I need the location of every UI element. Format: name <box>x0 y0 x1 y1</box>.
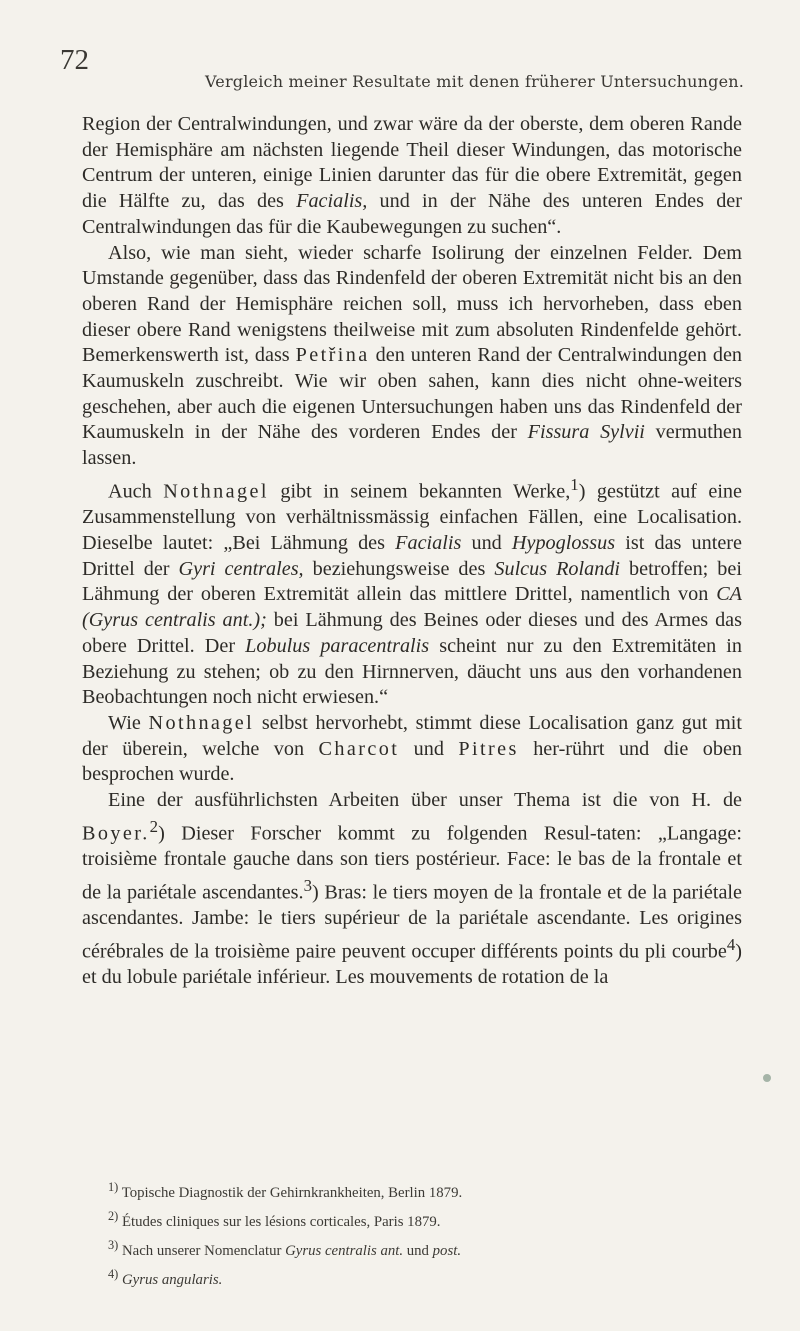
text-run: Region der Centralwindungen, und zwar wäre da der oberste, dem oberen Rande der Hemisphäre am nächsten liegende Theil dieser Windungen, das motorische Centrum der unteren, einige Linien darunter das für die obere Extremität, gegen die Hälfte zu, das des <box>82 113 742 213</box>
footnote-2 <box>108 1205 728 1234</box>
footnote-ref[interactable]: 4 <box>726 935 736 954</box>
italic-term: CA (Gyrus centralis ant.); <box>82 583 742 632</box>
footnote-text: Études cliniques sur les lésions corticales, Paris 1879. <box>121 1213 441 1230</box>
paragraph-5 <box>82 788 742 991</box>
author-name: Boyer. <box>82 822 150 845</box>
footnote-3 <box>108 1234 728 1263</box>
italic-term: Gyrus centralis ant. <box>285 1242 404 1259</box>
text-run: den unteren Rand der Centralwindungen den Kaumuskeln zuschreibt. Wie wir oben sahen, kann dies nicht ohne-weiters geschehen, aber auch die eigenen Untersuchungen haben uns das Rindenfeld der Kaumuskeln in der Nähe des vorderen Endes der <box>82 344 742 444</box>
italic-term: Sulcus Rolandi <box>494 557 621 580</box>
italic-term: Gyrus angularis. <box>121 1271 223 1288</box>
footnote-mark: 1) <box>108 1180 119 1194</box>
text-run: ) Dieser Forscher kommt zu folgenden Resul-taten: „Langage: troisième frontale gauche dans son tiers postérieur. Face: le bas de la frontale et de la pariétale ascendantes. <box>82 822 742 904</box>
footnotes <box>108 1176 728 1292</box>
text-run: betroffen; bei Lähmung der oberen Extremität allein das mittlere Drittel, namentlich von <box>82 557 742 606</box>
italic-term: Facialis <box>395 531 462 554</box>
text-run: bei Lähmung des Beines oder dieses und des Armes das obere Drittel. Der <box>82 609 742 657</box>
text-run: ) Bras: le tiers moyen de la frontale et de la pariétale ascendantes. Jambe: le tiers supérieur de la pariétale ascendante. Les origines cérébrales de la troisième paire peuvent occuper différents points du pli courbe <box>82 881 742 963</box>
body-text <box>82 112 742 991</box>
footnote-text: Topische Diagnostik der Gehirnkrankheiten, Berlin 1879. <box>121 1184 463 1201</box>
author-name: Nothnagel <box>148 711 255 734</box>
text-run: Eine der ausführlichsten Arbeiten über unser Thema ist die von H. de <box>108 789 742 812</box>
italic-term: post. <box>432 1242 462 1259</box>
footnote-text: Nach unserer Nomenclatur <box>121 1242 286 1259</box>
text-run: ) gestützt auf eine Zusammenstellung von verhältnissmässig einfachen Fällen, eine Localisation. Dieselbe lautet: „Bei Lähmung des <box>82 480 742 554</box>
footnote-mark: 4) <box>108 1266 119 1281</box>
text-run: ist das untere Drittel der <box>82 531 742 580</box>
italic-term: Facialis, <box>296 190 368 213</box>
footnote-mark: 2) <box>108 1208 119 1223</box>
italic-term: Lobulus paracentralis <box>245 634 430 657</box>
paper-blemish <box>763 1074 771 1082</box>
italic-term: Fissura Sylvii <box>527 421 645 444</box>
paragraph-2 <box>82 241 742 472</box>
page-header <box>60 44 745 92</box>
paragraph-4 <box>82 711 742 788</box>
paragraph-3 <box>82 472 742 711</box>
footnote-mark: 3) <box>108 1237 119 1252</box>
text-run: her-rührt und die oben besprochen wurde. <box>82 737 742 786</box>
author-name: Nothnagel <box>163 480 269 503</box>
text-run: scheint nur zu den Extremitäten in Beziehung zu stehen; ob zu den Hirnnerven, däucht uns aus den vorhandenen Beobachtungen noch nicht erwiesen.“ <box>82 634 742 709</box>
text-run: gibt in seinem bekannten Werke, <box>268 480 571 503</box>
text-run: vermuthen lassen. <box>82 421 742 470</box>
text-run: und <box>461 531 512 554</box>
running-head: Vergleich meiner Resultate mit denen früherer Untersuchungen. <box>205 72 745 91</box>
text-run: Also, wie man sieht, wieder scharfe Isolirung der einzelnen Felder. Dem Umstande gegenüber, dass das Rindenfeld der oberen Extremität nicht bis an den oberen Rand der Hemisphäre reichen soll, muss ich hervorheben, dass eben dieser obere Rand wenigstens theilweise mit zum absoluten Rindenfelde gehört. Bemerkenswerth ist, dass <box>82 241 742 367</box>
author-name: Petřina <box>295 344 370 367</box>
text-run: und <box>399 737 459 760</box>
text-run: beziehungsweise des <box>303 557 495 580</box>
text-run: Wie <box>108 711 149 734</box>
footnote-ref[interactable]: 3 <box>303 875 312 895</box>
italic-term: Hypoglossus <box>511 531 616 554</box>
footnote-ref[interactable]: 1 <box>570 474 579 494</box>
footnote-text: und <box>403 1242 433 1259</box>
text-run: Auch <box>108 480 164 503</box>
text-run: und in der Nähe des unteren Endes der Centralwindungen das für die Kaubewegungen zu suchen“. <box>82 190 742 238</box>
footnote-4 <box>108 1263 728 1292</box>
author-name: Charcot <box>318 737 400 760</box>
page-number: 72 <box>60 44 89 76</box>
text-run: ) et du lobule pariétale inférieur. Les mouvements de rotation de la <box>82 940 742 989</box>
footnote-ref[interactable]: 2 <box>149 816 159 836</box>
paragraph-1 <box>82 112 742 241</box>
text-run: selbst hervorhebt, stimmt diese Localisation ganz gut mit der überein, welche von <box>82 711 742 760</box>
footnote-1 <box>108 1176 728 1205</box>
author-name: Pitres <box>458 737 519 760</box>
italic-term: Gyri centrales, <box>178 557 304 580</box>
